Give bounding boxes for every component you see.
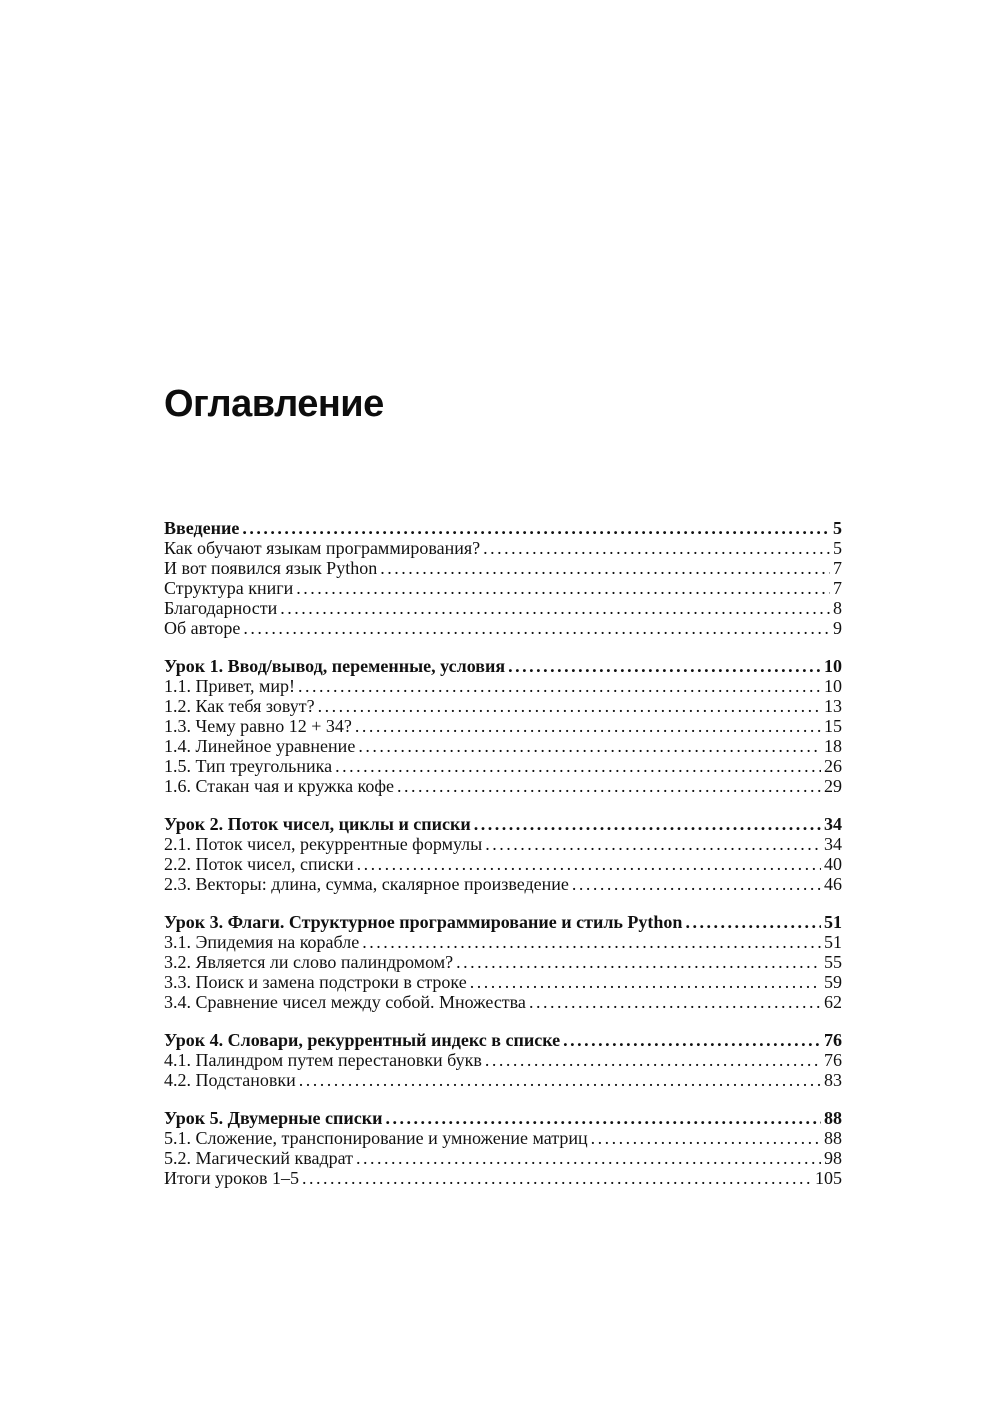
- dot-leader: [358, 736, 821, 756]
- toc-entry-row: [164, 874, 842, 894]
- dot-leader: [335, 756, 821, 776]
- toc-entry-label: 4.2. Подстановки: [164, 1070, 296, 1090]
- toc-section: [164, 912, 842, 1012]
- toc: [164, 518, 842, 1188]
- toc-section: [164, 1030, 842, 1090]
- toc-page-number: 7: [833, 578, 842, 598]
- toc-entry-row: [164, 598, 842, 618]
- toc-section: [164, 814, 842, 894]
- toc-header-row: [164, 814, 842, 834]
- toc-page-number: 46: [824, 874, 842, 894]
- toc-page-number: 88: [824, 1108, 842, 1128]
- toc-entry-label: Урок 5. Двумерные списки: [164, 1108, 383, 1128]
- toc-header-row: [164, 656, 842, 676]
- toc-section: [164, 656, 842, 796]
- toc-entry-label: 1.5. Тип треугольника: [164, 756, 333, 776]
- dot-leader: [685, 912, 821, 932]
- toc-page-number: 15: [824, 716, 842, 736]
- toc-entry-label: 5.1. Сложение, транспонирование и умножение матриц: [164, 1128, 588, 1148]
- toc-entry-label: 3.1. Эпидемия на корабле: [164, 932, 360, 952]
- toc-page-number: 8: [833, 598, 842, 618]
- toc-header-row: [164, 518, 842, 538]
- toc-header-row: [164, 1108, 842, 1128]
- toc-page-number: 40: [824, 854, 842, 874]
- dot-leader: [242, 518, 830, 538]
- toc-entry-label: 2.3. Векторы: длина, сумма, скалярное произведение: [164, 874, 569, 894]
- toc-entry-row: [164, 756, 842, 776]
- toc-page-number: 29: [824, 776, 842, 796]
- toc-entry-label: 1.4. Линейное уравнение: [164, 736, 356, 756]
- dot-leader: [563, 1030, 821, 1050]
- toc-entry-label: 1.3. Чему равно 12 + 34?: [164, 716, 352, 736]
- dot-leader: [474, 814, 821, 834]
- toc-page-number: 62: [824, 992, 842, 1012]
- dot-leader: [280, 598, 830, 618]
- toc-page-number: 18: [824, 736, 842, 756]
- toc-entry-row: [164, 618, 842, 638]
- dot-leader: [243, 618, 830, 638]
- toc-page-number: 5: [833, 518, 842, 538]
- dot-leader: [386, 1108, 821, 1128]
- dot-leader: [485, 1050, 821, 1070]
- toc-page-number: 98: [824, 1148, 842, 1168]
- toc-page-number: 105: [815, 1168, 842, 1188]
- toc-page-number: 34: [824, 834, 842, 854]
- toc-page-number: 88: [824, 1128, 842, 1148]
- dot-leader: [302, 1168, 812, 1188]
- toc-page-number: 76: [824, 1030, 842, 1050]
- dot-leader: [356, 1148, 821, 1168]
- toc-entry-label: 5.2. Магический квадрат: [164, 1148, 354, 1168]
- toc-header-row: [164, 1030, 842, 1050]
- toc-entry-label: Введение: [164, 518, 240, 538]
- toc-entry-row: [164, 558, 842, 578]
- toc-entry-label: Как обучают языкам программирования?: [164, 538, 481, 558]
- toc-page-number: 76: [824, 1050, 842, 1070]
- dot-leader: [296, 578, 830, 598]
- toc-page-number: 34: [824, 814, 842, 834]
- toc-entry-label: 2.2. Поток чисел, списки: [164, 854, 354, 874]
- toc-entry-row: [164, 1050, 842, 1070]
- dot-leader: [357, 854, 821, 874]
- dot-leader: [456, 952, 821, 972]
- dot-leader: [298, 676, 821, 696]
- toc-entry-label: Структура книги: [164, 578, 294, 598]
- toc-entry-label: 3.4. Сравнение чисел между собой. Множества: [164, 992, 526, 1012]
- dot-leader: [483, 538, 830, 558]
- page-content: [164, 384, 842, 1188]
- toc-entry-row: [164, 716, 842, 736]
- toc-page-number: 26: [824, 756, 842, 776]
- toc-entry-row: [164, 1148, 842, 1168]
- dot-leader: [572, 874, 821, 894]
- toc-page-number: 13: [824, 696, 842, 716]
- toc-page-number: 9: [833, 618, 842, 638]
- dot-leader: [299, 1070, 821, 1090]
- toc-entry-label: 1.1. Привет, мир!: [164, 676, 296, 696]
- toc-page-number: 83: [824, 1070, 842, 1090]
- dot-leader: [362, 932, 821, 952]
- dot-leader: [591, 1128, 821, 1148]
- toc-page-number: 59: [824, 972, 842, 992]
- toc-entry-label: 3.2. Является ли слово палиндромом?: [164, 952, 454, 972]
- toc-entry-label: И вот появился язык Python: [164, 558, 378, 578]
- toc-entry-row: [164, 992, 842, 1012]
- dot-leader: [470, 972, 821, 992]
- toc-entry-label: Итоги уроков 1–5: [164, 1168, 299, 1188]
- toc-entry-label: 3.3. Поиск и замена подстроки в строке: [164, 972, 467, 992]
- toc-entry-label: 4.1. Палиндром путем перестановки букв: [164, 1050, 482, 1070]
- toc-entry-row: [164, 972, 842, 992]
- toc-page-number: 5: [833, 538, 842, 558]
- toc-entry-label: Урок 2. Поток чисел, циклы и списки: [164, 814, 471, 834]
- toc-entry-label: Урок 4. Словари, рекуррентный индекс в списке: [164, 1030, 561, 1050]
- toc-section: [164, 518, 842, 638]
- toc-header-row: [164, 912, 842, 932]
- toc-entry-row: [164, 1168, 842, 1188]
- dot-leader: [318, 696, 821, 716]
- toc-entry-label: 1.2. Как тебя зовут?: [164, 696, 315, 716]
- toc-entry-row: [164, 676, 842, 696]
- toc-page-number: 7: [833, 558, 842, 578]
- toc-entry-row: [164, 736, 842, 756]
- toc-page-number: 55: [824, 952, 842, 972]
- toc-entry-label: Об авторе: [164, 618, 241, 638]
- dot-leader: [355, 716, 821, 736]
- toc-entry-row: [164, 952, 842, 972]
- toc-page-number: 51: [824, 932, 842, 952]
- toc-entry-row: [164, 854, 842, 874]
- toc-entry-row: [164, 696, 842, 716]
- toc-page-number: 51: [824, 912, 842, 932]
- toc-entry-row: [164, 776, 842, 796]
- toc-entry-label: Благодарности: [164, 598, 278, 618]
- toc-entry-row: [164, 1070, 842, 1090]
- toc-entry-row: [164, 834, 842, 854]
- toc-entry-label: Урок 3. Флаги. Структурное программирование и стиль Python: [164, 912, 683, 932]
- toc-entry-label: 2.1. Поток чисел, рекуррентные формулы: [164, 834, 483, 854]
- toc-section: [164, 1108, 842, 1188]
- toc-page-number: 10: [824, 656, 842, 676]
- toc-entry-row: [164, 578, 842, 598]
- dot-leader: [380, 558, 830, 578]
- toc-entry-label: 1.6. Стакан чая и кружка кофе: [164, 776, 395, 796]
- toc-entry-row: [164, 1128, 842, 1148]
- toc-entry-row: [164, 538, 842, 558]
- dot-leader: [529, 992, 821, 1012]
- toc-entry-label: Урок 1. Ввод/вывод, переменные, условия: [164, 656, 506, 676]
- dot-leader: [485, 834, 821, 854]
- page-title: Оглавление: [164, 383, 384, 425]
- dot-leader: [397, 776, 821, 796]
- toc-page-number: 10: [824, 676, 842, 696]
- dot-leader: [508, 656, 821, 676]
- toc-entry-row: [164, 932, 842, 952]
